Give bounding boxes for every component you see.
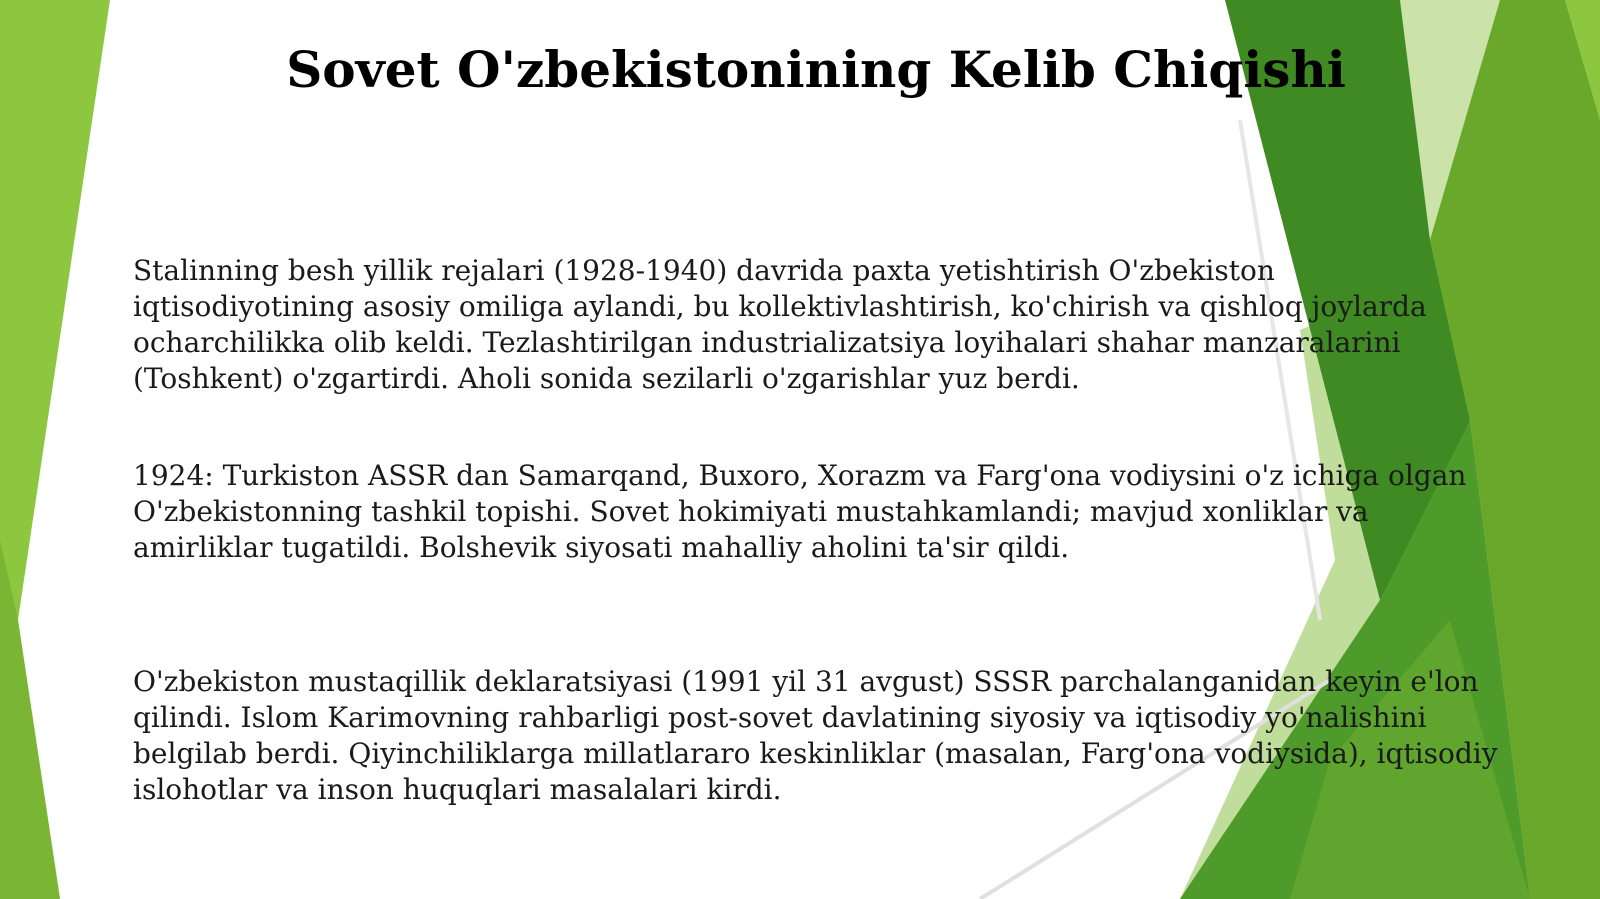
paragraph-line: O'zbekistonning tashkil topishi. Sovet hokimiyati mustahkamlandi; mavjud xonliklar va [133,495,1369,528]
paragraph-line: (Toshkent) o'zgartirdi. Aholi sonida sezilarli o'zgarishlar yuz berdi. [133,362,1080,395]
paragraph-line: iqtisodiyotining asosiy omiliga aylandi, bu kollektivlashtirish, ko'chirish va qishloq joylarda [133,290,1427,323]
slide-title: Sovet O'zbekistonining Kelib Chiqishi [286,40,1346,99]
paragraph-line: ocharchilikka olib keldi. Tezlashtirilgan industrializatsiya loyihalari shahar manzaralarini [133,326,1401,359]
left-green-shade [0,540,60,899]
paragraph-line: belgilab berdi. Qiyinchiliklarga millatlararo keskinliklar (masalan, Farg'ona vodiysida), iqtisodiy [133,737,1498,770]
paragraph-line: islohotlar va inson huquqlari masalalari kirdi. [133,773,782,806]
paragraph-line: amirliklar tugatildi. Bolshevik siyosati mahalliy aholini ta'sir qildi. [133,531,1070,564]
paragraph-line: 1924: Turkiston ASSR dan Samarqand, Buxoro, Xorazm va Farg'ona vodiysini o'z ichiga olgan [133,459,1467,492]
paragraph-independence [133,664,1498,808]
paragraph-1924-formation [133,458,1466,566]
paragraph-line: Stalinning besh yillik rejalari (1928-1940) davrida paxta yetishtirish O'zbekiston [133,254,1275,287]
paragraph-five-year-plans [133,253,1427,397]
paragraph-line: qilindi. Islom Karimovning rahbarligi post-sovet davlatining siyosiy va iqtisodiy yo'nalishini [133,701,1427,734]
paragraph-line: O'zbekiston mustaqillik deklaratsiyasi (1991 yil 31 avgust) SSSR parchalanganidan keyin e'lon [133,665,1479,698]
